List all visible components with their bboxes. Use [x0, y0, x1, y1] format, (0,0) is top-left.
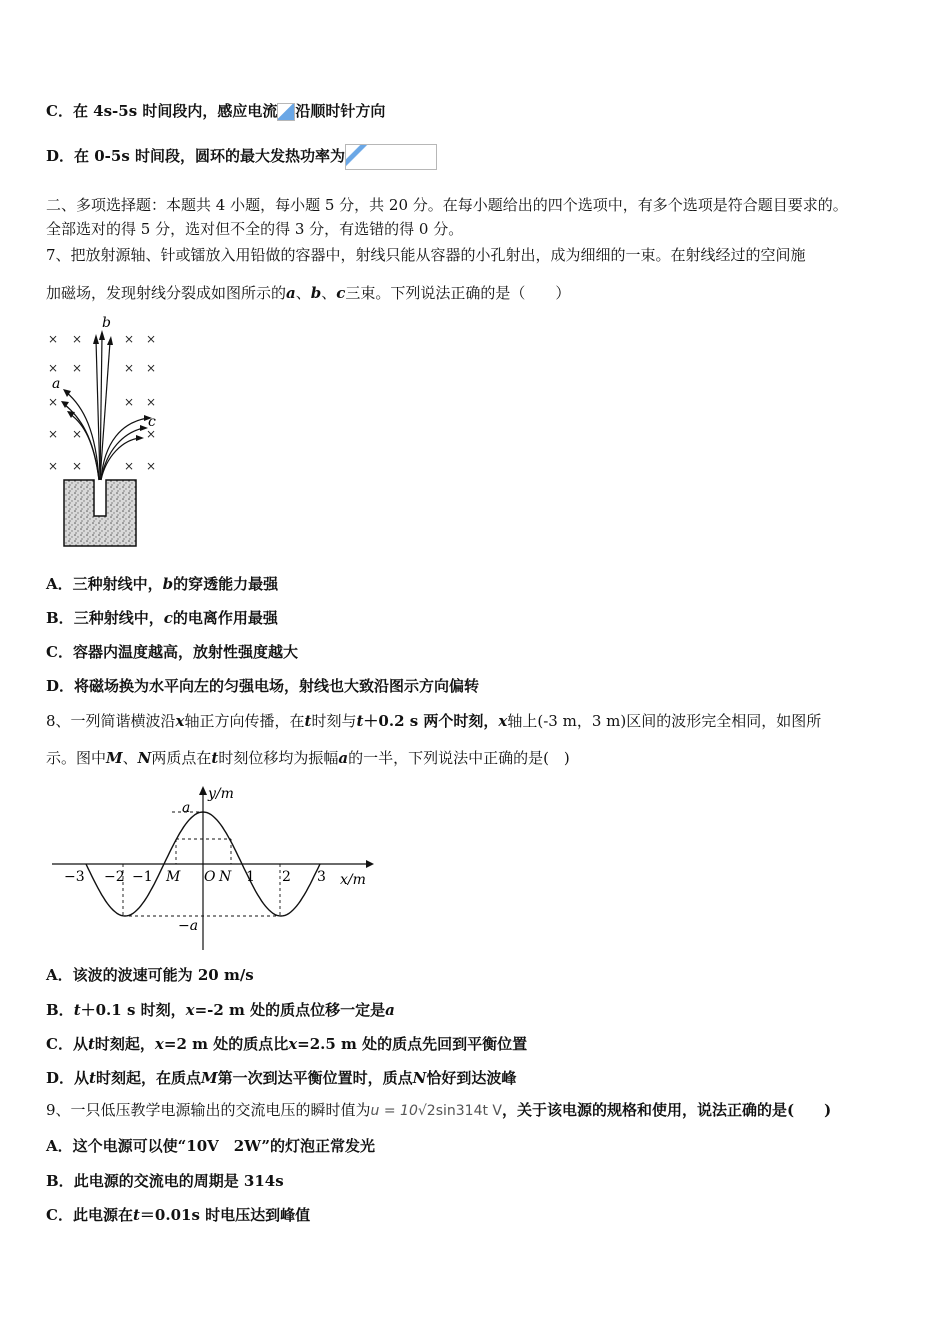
- q8-stem-line1: [46, 710, 821, 732]
- y-axis-label: y/m: [208, 786, 234, 802]
- option-text: =-2 m 处的质点位移一定是: [194, 1001, 386, 1019]
- field-cross: ×: [48, 395, 59, 409]
- stem-text: 轴上(-3 m，3 m)区间的波形完全相同，如图所: [507, 712, 822, 730]
- option-label: C．: [46, 1035, 73, 1053]
- option-text: 时刻起，在质点: [95, 1069, 201, 1087]
- variable: N: [137, 749, 152, 767]
- option-label: B．: [46, 1001, 74, 1019]
- tick-label: 2: [282, 869, 291, 885]
- variable: t: [211, 749, 219, 767]
- q6-option-d: [46, 144, 437, 170]
- lead-container: [64, 480, 136, 546]
- field-cross: ×: [72, 361, 83, 375]
- tick-label: M: [166, 869, 181, 885]
- variable: t: [87, 1035, 95, 1053]
- stem-text: 示。图中: [46, 749, 107, 767]
- formula: u = 10: [370, 1103, 418, 1119]
- broken-image-icon: [277, 103, 295, 121]
- option-text: 从: [72, 1035, 88, 1053]
- option-text: 时刻起，: [94, 1035, 155, 1053]
- stem-text: 的一半，下列说法中正确的是( ): [348, 749, 570, 767]
- option-text: ＋0.1 s 时刻，: [80, 1001, 186, 1019]
- variable: t: [356, 712, 364, 730]
- formula: √2: [417, 1103, 436, 1119]
- wave-figure: [48, 782, 378, 952]
- option-label: B．: [46, 1172, 74, 1190]
- variable: c: [336, 284, 346, 302]
- variable: t: [89, 1069, 96, 1087]
- variable: c: [163, 609, 173, 627]
- variable: t: [132, 1206, 140, 1224]
- stem-text: 、: [122, 749, 138, 767]
- section-header-line2: 全部选对的得 5 分，选对但不全的得 3 分，有选错的得 0 分。: [46, 220, 464, 238]
- q8-option-a: [46, 964, 254, 986]
- stem-text: 、: [295, 284, 311, 302]
- q9-option-c: [46, 1204, 310, 1226]
- field-cross: ×: [72, 459, 83, 473]
- option-text: 此电源的交流电的周期是 314s: [73, 1172, 284, 1190]
- option-text: 该波的波速可能为 20 m/s: [72, 966, 254, 984]
- variable: a: [286, 284, 296, 302]
- x-axis-label: x/m: [340, 872, 366, 888]
- option-text: 沿顺时针方向: [295, 102, 386, 120]
- stem-text: 时刻与: [311, 712, 357, 730]
- tick-label: −1: [132, 869, 153, 885]
- variable: N: [412, 1069, 427, 1087]
- option-text: =2 m 处的质点比: [163, 1035, 289, 1053]
- variable: x: [288, 1035, 298, 1053]
- field-cross: ×: [146, 361, 157, 375]
- variable: x: [498, 712, 508, 730]
- field-cross: ×: [48, 459, 59, 473]
- q7-option-a: [46, 573, 278, 595]
- option-text: 第一次到达平衡位置时，质点: [217, 1069, 413, 1087]
- option-text: 此电源在: [72, 1206, 133, 1224]
- option-text: 在 4s-5s 时间段内，感应电流: [72, 102, 278, 120]
- variable: t: [73, 1001, 81, 1019]
- option-text: 三种射线中，: [72, 575, 163, 593]
- field-cross: ×: [124, 332, 135, 346]
- field-cross: ×: [48, 427, 59, 441]
- field-cross: ×: [146, 427, 157, 441]
- stem-text: 三束。下列说法正确的是（ ）: [345, 284, 571, 302]
- option-label: C．: [46, 1206, 73, 1224]
- tick-label: 1: [246, 869, 255, 885]
- amp-pos-label: a: [182, 800, 191, 816]
- q7-option-d: [46, 675, 479, 697]
- q8-stem-line2: [46, 747, 570, 769]
- q9-option-a: [46, 1135, 375, 1157]
- option-label: A．: [46, 1137, 73, 1155]
- formula: sin314t V: [435, 1103, 502, 1119]
- stem-text: 加磁场，发现射线分裂成如图所示的: [46, 284, 287, 302]
- label-c: c: [148, 414, 156, 430]
- variable: t: [304, 712, 312, 730]
- stem-text: 、: [321, 284, 337, 302]
- q7-stem-line1: 7、把放射源轴、针或镭放入用铅做的容器中，射线只能从容器的小孔射出，成为细细的一束。在射线经过的空间施: [46, 246, 806, 264]
- variable: M: [106, 749, 123, 767]
- field-cross: ×: [72, 332, 83, 346]
- option-text: 的穿透能力最强: [173, 575, 279, 593]
- option-text: 从: [74, 1069, 90, 1087]
- stem-text: ＋0.2 s 两个时刻，: [363, 712, 499, 730]
- q9-stem: [46, 1099, 831, 1122]
- q8-option-b: [46, 999, 395, 1021]
- option-label: D．: [46, 677, 75, 695]
- option-text: 三种射线中，: [73, 609, 164, 627]
- stem-text: 8、一列简谐横波沿: [46, 712, 176, 730]
- label-a: a: [52, 376, 61, 392]
- option-text: 在 0-5s 时间段，圆环的最大发热功率为: [74, 147, 346, 165]
- stem-text: 轴正方向传播，在: [184, 712, 305, 730]
- tick-label: N: [219, 869, 232, 885]
- q8-option-d: [46, 1067, 516, 1089]
- variable: a: [338, 749, 349, 767]
- field-cross: ×: [72, 427, 83, 441]
- variable: a: [385, 1001, 395, 1019]
- field-cross: ×: [124, 361, 135, 375]
- tick-label: −3: [64, 869, 85, 885]
- option-label: B．: [46, 609, 74, 627]
- option-text: 将磁场换为水平向左的匀强电场，射线也大致沿图示方向偏转: [74, 677, 480, 695]
- q8-option-c: [46, 1033, 527, 1055]
- option-text: 这个电源可以使“10V 2W”的灯泡正常发光: [72, 1137, 375, 1155]
- section-header-line1: 二、多项选择题：本题共 4 小题，每小题 5 分，共 20 分。在每小题给出的四个选项中，有多个选项是符合题目要求的。: [46, 196, 848, 214]
- field-cross: ×: [48, 332, 59, 346]
- variable: x: [185, 1001, 195, 1019]
- label-b: b: [102, 315, 111, 331]
- stem-text: 两质点在: [151, 749, 212, 767]
- variable: x: [154, 1035, 164, 1053]
- option-text: =2.5 m 处的质点先回到平衡位置: [297, 1035, 528, 1053]
- stem-text: 时刻位移均为振幅: [218, 749, 339, 767]
- option-label: A．: [46, 575, 73, 593]
- option-label: A．: [46, 966, 73, 984]
- option-label: D．: [46, 1069, 75, 1087]
- variable: x: [175, 712, 185, 730]
- stem-text: 9、一只低压教学电源输出的交流电压的瞬时值为: [46, 1101, 371, 1119]
- field-cross: ×: [124, 459, 135, 473]
- q6-option-c: [46, 100, 385, 122]
- option-label: C．: [46, 102, 73, 120]
- tick-label: 3: [317, 869, 326, 885]
- ray-a: [66, 392, 99, 480]
- field-cross: ×: [146, 332, 157, 346]
- q7-stem-line2: [46, 282, 570, 304]
- tick-label: O: [204, 869, 216, 885]
- field-cross: ×: [146, 395, 157, 409]
- field-cross: ×: [124, 395, 135, 409]
- option-label: C．: [46, 643, 73, 661]
- option-text: 恰好到达波峰: [426, 1069, 517, 1087]
- q7-option-c: [46, 641, 298, 663]
- q9-option-b: [46, 1170, 284, 1192]
- option-label: D．: [46, 147, 75, 165]
- variable: M: [200, 1069, 218, 1087]
- stem-text: ，关于该电源的规格和使用，说法正确的是( ): [502, 1101, 832, 1119]
- variable: b: [162, 575, 174, 593]
- option-text: ＝0.01s 时电压达到峰值: [139, 1206, 311, 1224]
- option-text: 容器内温度越高，放射性强度越大: [72, 643, 298, 661]
- radiation-figure: [44, 312, 168, 550]
- tick-label: −2: [104, 869, 125, 885]
- option-text: 的电离作用最强: [172, 609, 278, 627]
- field-cross: ×: [48, 361, 59, 375]
- amp-neg-label: −a: [178, 918, 199, 934]
- broken-image-icon: [345, 144, 437, 170]
- field-cross: ×: [146, 459, 157, 473]
- q7-option-b: [46, 607, 278, 629]
- variable: b: [310, 284, 322, 302]
